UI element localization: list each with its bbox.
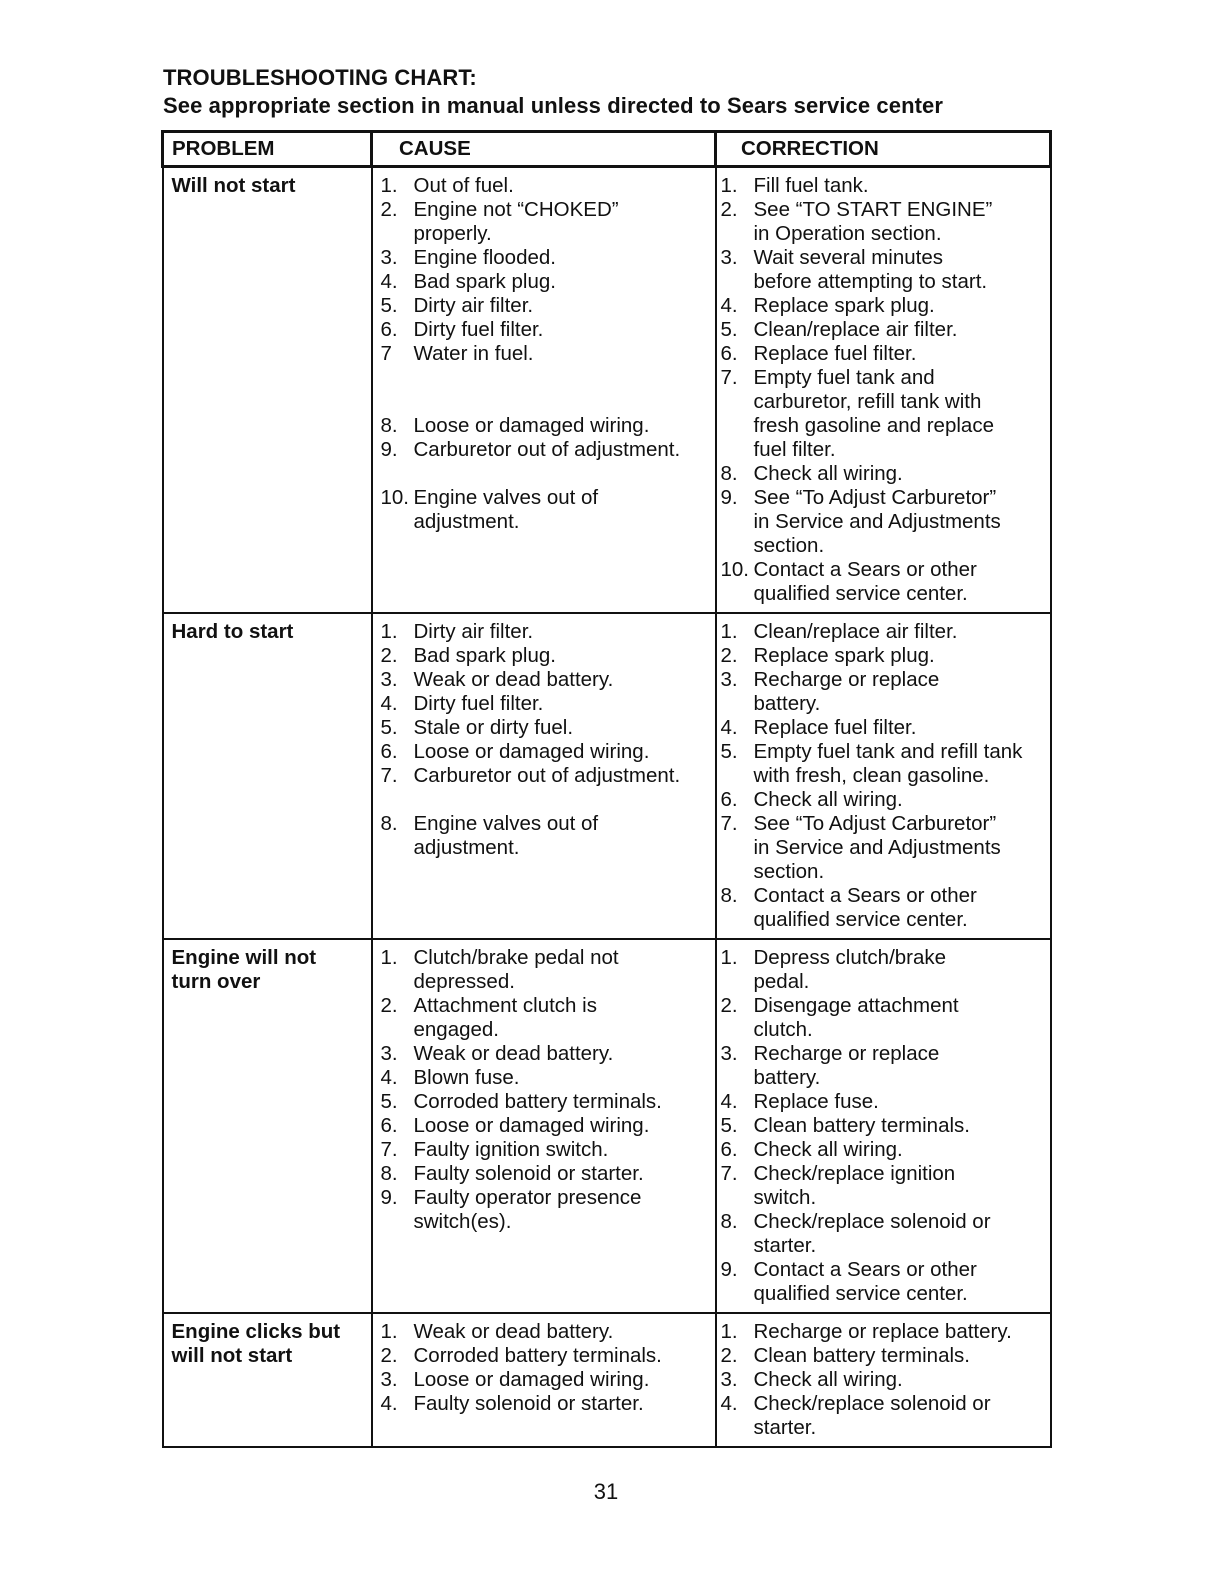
correction-item-number: 3.: [720, 1368, 738, 1391]
correction-item-number: 4.: [720, 716, 738, 739]
cause-item-text: Dirty fuel filter.: [413, 692, 544, 715]
correction-item: [717, 174, 1050, 198]
correction-item: [717, 1392, 1050, 1440]
problem-cell: Hard to start: [163, 613, 372, 939]
cause-item-text: Stale or dirty fuel.: [413, 716, 574, 739]
cause-item: [373, 294, 715, 318]
correction-item-text: Check all wiring.: [753, 1368, 903, 1391]
cause-item-number: 5.: [380, 294, 398, 317]
cause-item-number: 1.: [380, 946, 398, 969]
correction-item: [717, 1042, 1050, 1090]
cause-item-number: 4.: [380, 270, 398, 293]
problem-cell: Engine will not turn over: [163, 939, 372, 1313]
cause-item-number: 4.: [380, 692, 398, 715]
correction-cell: [716, 1313, 1051, 1447]
correction-item-text: Check/replace ignition switch.: [753, 1162, 956, 1209]
cause-item-number: 6.: [380, 740, 398, 763]
correction-item: [717, 486, 1050, 558]
cause-item: [373, 692, 715, 716]
cause-item-text: Engine valves out of adjustment.: [413, 486, 599, 533]
correction-item-text: Check/replace solenoid or starter.: [753, 1392, 991, 1439]
cause-item: [373, 198, 715, 246]
correction-item-text: See “To Adjust Carburetor” in Service and Adjustments section.: [753, 812, 1001, 883]
cause-item: [373, 1392, 715, 1416]
cause-item-text: Corroded battery terminals.: [413, 1344, 662, 1367]
correction-cell: [716, 167, 1051, 614]
cause-item: [373, 1138, 715, 1162]
correction-item: [717, 342, 1050, 366]
correction-item-number: 2.: [720, 1344, 738, 1367]
cause-item-text: Loose or damaged wiring.: [413, 414, 650, 437]
troubleshooting-table: [161, 130, 1052, 1448]
cause-item-number: 6.: [380, 1114, 398, 1137]
correction-item-number: 8.: [720, 462, 738, 485]
correction-item-text: Empty fuel tank and carburetor, refill tank with fresh gasoline and replace fuel filter.: [753, 366, 994, 461]
correction-item-number: 5.: [720, 1114, 738, 1137]
correction-item: [717, 198, 1050, 246]
cause-item: [373, 716, 715, 740]
cause-item-number: 4.: [380, 1392, 398, 1415]
correction-item-text: Contact a Sears or other qualified service center.: [753, 558, 977, 605]
correction-item-text: Check all wiring.: [753, 462, 903, 485]
cause-item-number: 3.: [380, 1042, 398, 1065]
cause-item: [373, 620, 715, 644]
cause-item-number: 3.: [380, 246, 398, 269]
cause-item-number: 8.: [380, 812, 398, 835]
correction-item-text: Replace fuel filter.: [753, 716, 917, 739]
correction-item: [717, 318, 1050, 342]
correction-item: [717, 1344, 1050, 1368]
correction-item-text: Replace fuse.: [753, 1090, 879, 1113]
cause-item: [373, 1114, 715, 1138]
cause-item-number: 6.: [380, 318, 398, 341]
cause-item-text: Engine valves out of adjustment.: [413, 812, 599, 859]
corrections-list: [717, 620, 1050, 932]
cause-item-number: 5.: [380, 1090, 398, 1113]
cause-item: [373, 812, 715, 860]
cause-item: [373, 1090, 715, 1114]
correction-item: [717, 994, 1050, 1042]
correction-item: [717, 644, 1050, 668]
correction-item-text: Check/replace solenoid or starter.: [753, 1210, 991, 1257]
table-row: [163, 167, 1051, 614]
correction-item-text: Recharge or replace battery.: [753, 668, 940, 715]
correction-item-text: Replace spark plug.: [753, 294, 935, 317]
correction-item-text: See “TO START ENGINE” in Operation section.: [753, 198, 993, 245]
correction-item: [717, 668, 1050, 716]
cause-item-text: Weak or dead battery.: [413, 1320, 614, 1343]
cause-item: [373, 270, 715, 294]
cause-item-text: Weak or dead battery.: [413, 668, 614, 691]
correction-item: [717, 246, 1050, 294]
cause-item: [373, 1344, 715, 1368]
correction-item: [717, 1138, 1050, 1162]
correction-item-text: Fill fuel tank.: [753, 174, 869, 197]
cause-item-number: 9.: [380, 438, 398, 461]
correction-item: [717, 716, 1050, 740]
correction-item-text: Disengage attachment clutch.: [753, 994, 959, 1041]
correction-item-text: Recharge or replace battery.: [753, 1320, 1012, 1343]
correction-item-text: Clean battery terminals.: [753, 1114, 970, 1137]
cause-item-number: 7: [380, 342, 392, 365]
correction-item: [717, 740, 1050, 788]
cause-item-number: 5.: [380, 716, 398, 739]
cause-item: [373, 438, 715, 486]
correction-item-number: 2.: [720, 994, 738, 1017]
cause-item-text: Bad spark plug.: [413, 644, 556, 667]
cause-item-text: Weak or dead battery.: [413, 1042, 614, 1065]
correction-item-number: 8.: [720, 884, 738, 907]
table-row: [163, 613, 1051, 939]
corrections-list: [717, 174, 1050, 606]
correction-item-text: Clean/replace air filter.: [753, 318, 958, 341]
cause-item-number: 1.: [380, 174, 398, 197]
correction-item-number: 3.: [720, 246, 738, 269]
cause-item-number: 7.: [380, 764, 398, 787]
correction-item-number: 2.: [720, 644, 738, 667]
correction-item-number: 7.: [720, 366, 738, 389]
cause-item: [373, 174, 715, 198]
cause-item: [373, 1186, 715, 1234]
table-row: [163, 939, 1051, 1313]
correction-item-number: 5.: [720, 740, 738, 763]
cause-item-number: 1.: [380, 620, 398, 643]
cause-item: [373, 1162, 715, 1186]
correction-item-text: Contact a Sears or other qualified service center.: [753, 1258, 977, 1305]
cause-item-text: Clutch/brake pedal not depressed.: [413, 946, 619, 993]
correction-item: [717, 946, 1050, 994]
cause-item: [373, 1320, 715, 1344]
correction-item: [717, 1090, 1050, 1114]
correction-item: [717, 366, 1050, 462]
cause-item-text: Dirty air filter.: [413, 294, 534, 317]
correction-item: [717, 294, 1050, 318]
cause-item-text: Faulty operator presence switch(es).: [413, 1186, 642, 1233]
correction-item: [717, 558, 1050, 606]
correction-item-number: 7.: [720, 1162, 738, 1185]
correction-item: [717, 812, 1050, 884]
table-header-row: [163, 132, 1051, 167]
cause-item-text: Water in fuel.: [413, 342, 534, 365]
correction-item-text: Empty fuel tank and refill tank with fresh, clean gasoline.: [753, 740, 1023, 787]
cause-item-number: 2.: [380, 644, 398, 667]
correction-item-number: 3.: [720, 668, 738, 691]
correction-item-number: 8.: [720, 1210, 738, 1233]
cause-item: [373, 1042, 715, 1066]
causes-list: [373, 174, 715, 534]
correction-item: [717, 1114, 1050, 1138]
correction-item-number: 4.: [720, 1090, 738, 1113]
correction-item: [717, 884, 1050, 932]
table-body: [163, 167, 1051, 1448]
cause-item-number: 4.: [380, 1066, 398, 1089]
cause-item-number: 2.: [380, 1344, 398, 1367]
causes-list: [373, 1320, 715, 1416]
cause-item-text: Faulty ignition switch.: [413, 1138, 609, 1161]
cause-cell: [372, 1313, 716, 1447]
correction-item-number: 6.: [720, 342, 738, 365]
cause-item: [373, 342, 715, 414]
header-problem: PROBLEM: [163, 132, 372, 167]
cause-item: [373, 1066, 715, 1090]
correction-item-number: 1.: [720, 174, 738, 197]
cause-item-text: Attachment clutch is engaged.: [413, 994, 597, 1041]
chart-subtitle: See appropriate section in manual unless directed to Sears service center: [163, 93, 944, 118]
header-correction: CORRECTION: [716, 132, 1051, 167]
correction-item-number: 1.: [720, 946, 738, 969]
correction-item: [717, 620, 1050, 644]
cause-item-number: 7.: [380, 1138, 398, 1161]
table-row: [163, 1313, 1051, 1447]
cause-cell: [372, 613, 716, 939]
cause-item: [373, 486, 715, 534]
cause-item-number: 10.: [380, 486, 409, 509]
correction-item-number: 2.: [720, 198, 738, 221]
correction-item-text: Check all wiring.: [753, 1138, 903, 1161]
cause-item-text: Dirty fuel filter.: [413, 318, 544, 341]
cause-item-number: 2.: [380, 198, 398, 221]
correction-item-text: Replace fuel filter.: [753, 342, 917, 365]
correction-item-number: 6.: [720, 788, 738, 811]
correction-item-number: 3.: [720, 1042, 738, 1065]
correction-item-number: 9.: [720, 486, 738, 509]
correction-item-text: See “To Adjust Carburetor” in Service and Adjustments section.: [753, 486, 1001, 557]
cause-item: [373, 1368, 715, 1392]
correction-item-text: Recharge or replace battery.: [753, 1042, 940, 1089]
cause-item-text: Blown fuse.: [413, 1066, 520, 1089]
correction-item-number: 4.: [720, 1392, 738, 1415]
page-number: 31: [593, 1479, 619, 1504]
correction-item: [717, 1320, 1050, 1344]
cause-item-text: Loose or damaged wiring.: [413, 740, 650, 763]
cause-item: [373, 246, 715, 270]
correction-item-number: 10.: [720, 558, 749, 581]
cause-item-number: 3.: [380, 1368, 398, 1391]
cause-cell: [372, 939, 716, 1313]
causes-list: [373, 946, 715, 1234]
cause-item-text: Engine not “CHOKED” properly.: [413, 198, 619, 245]
cause-item-text: Corroded battery terminals.: [413, 1090, 662, 1113]
cause-cell: [372, 167, 716, 614]
problem-cell: Engine clicks but will not start: [163, 1313, 372, 1447]
correction-cell: [716, 613, 1051, 939]
cause-item-text: Loose or damaged wiring.: [413, 1114, 650, 1137]
correction-item-number: 1.: [720, 1320, 738, 1343]
cause-item-number: 8.: [380, 414, 398, 437]
cause-item: [373, 764, 715, 812]
correction-item-text: Depress clutch/brake pedal.: [753, 946, 947, 993]
cause-item: [373, 414, 715, 438]
header-cause: CAUSE: [372, 132, 716, 167]
correction-item: [717, 788, 1050, 812]
cause-item-text: Out of fuel.: [413, 174, 514, 197]
cause-item-number: 1.: [380, 1320, 398, 1343]
cause-item-text: Loose or damaged wiring.: [413, 1368, 650, 1391]
cause-item-number: 9.: [380, 1186, 398, 1209]
cause-item-text: Faulty solenoid or starter.: [413, 1162, 644, 1185]
correction-item-number: 9.: [720, 1258, 738, 1281]
cause-item: [373, 644, 715, 668]
cause-item-text: Bad spark plug.: [413, 270, 556, 293]
correction-item: [717, 1210, 1050, 1258]
corrections-list: [717, 946, 1050, 1306]
correction-item-number: 5.: [720, 318, 738, 341]
cause-item-number: 2.: [380, 994, 398, 1017]
correction-item-number: 4.: [720, 294, 738, 317]
problem-cell: Will not start: [163, 167, 372, 614]
correction-item-number: 6.: [720, 1138, 738, 1161]
cause-item-text: Dirty air filter.: [413, 620, 534, 643]
cause-item-text: Carburetor out of adjustment.: [413, 764, 681, 787]
cause-item: [373, 740, 715, 764]
cause-item: [373, 668, 715, 692]
correction-item-text: Check all wiring.: [753, 788, 903, 811]
correction-item: [717, 462, 1050, 486]
correction-item-text: Replace spark plug.: [753, 644, 935, 667]
correction-item: [717, 1368, 1050, 1392]
cause-item-text: Faulty solenoid or starter.: [413, 1392, 644, 1415]
corrections-list: [717, 1320, 1050, 1440]
correction-item-number: 7.: [720, 812, 738, 835]
cause-item: [373, 318, 715, 342]
correction-item-text: Wait several minutes before attempting to start.: [753, 246, 988, 293]
correction-item-text: Clean/replace air filter.: [753, 620, 958, 643]
cause-item-number: 8.: [380, 1162, 398, 1185]
cause-item-number: 3.: [380, 668, 398, 691]
cause-item-text: Engine flooded.: [413, 246, 556, 269]
correction-cell: [716, 939, 1051, 1313]
correction-item: [717, 1162, 1050, 1210]
correction-item: [717, 1258, 1050, 1306]
chart-title: TROUBLESHOOTING CHART:: [163, 65, 477, 90]
cause-item-text: Carburetor out of adjustment.: [413, 438, 681, 461]
correction-item-text: Contact a Sears or other qualified service center.: [753, 884, 977, 931]
correction-item-number: 1.: [720, 620, 738, 643]
cause-item: [373, 946, 715, 994]
cause-item: [373, 994, 715, 1042]
causes-list: [373, 620, 715, 860]
correction-item-text: Clean battery terminals.: [753, 1344, 970, 1367]
